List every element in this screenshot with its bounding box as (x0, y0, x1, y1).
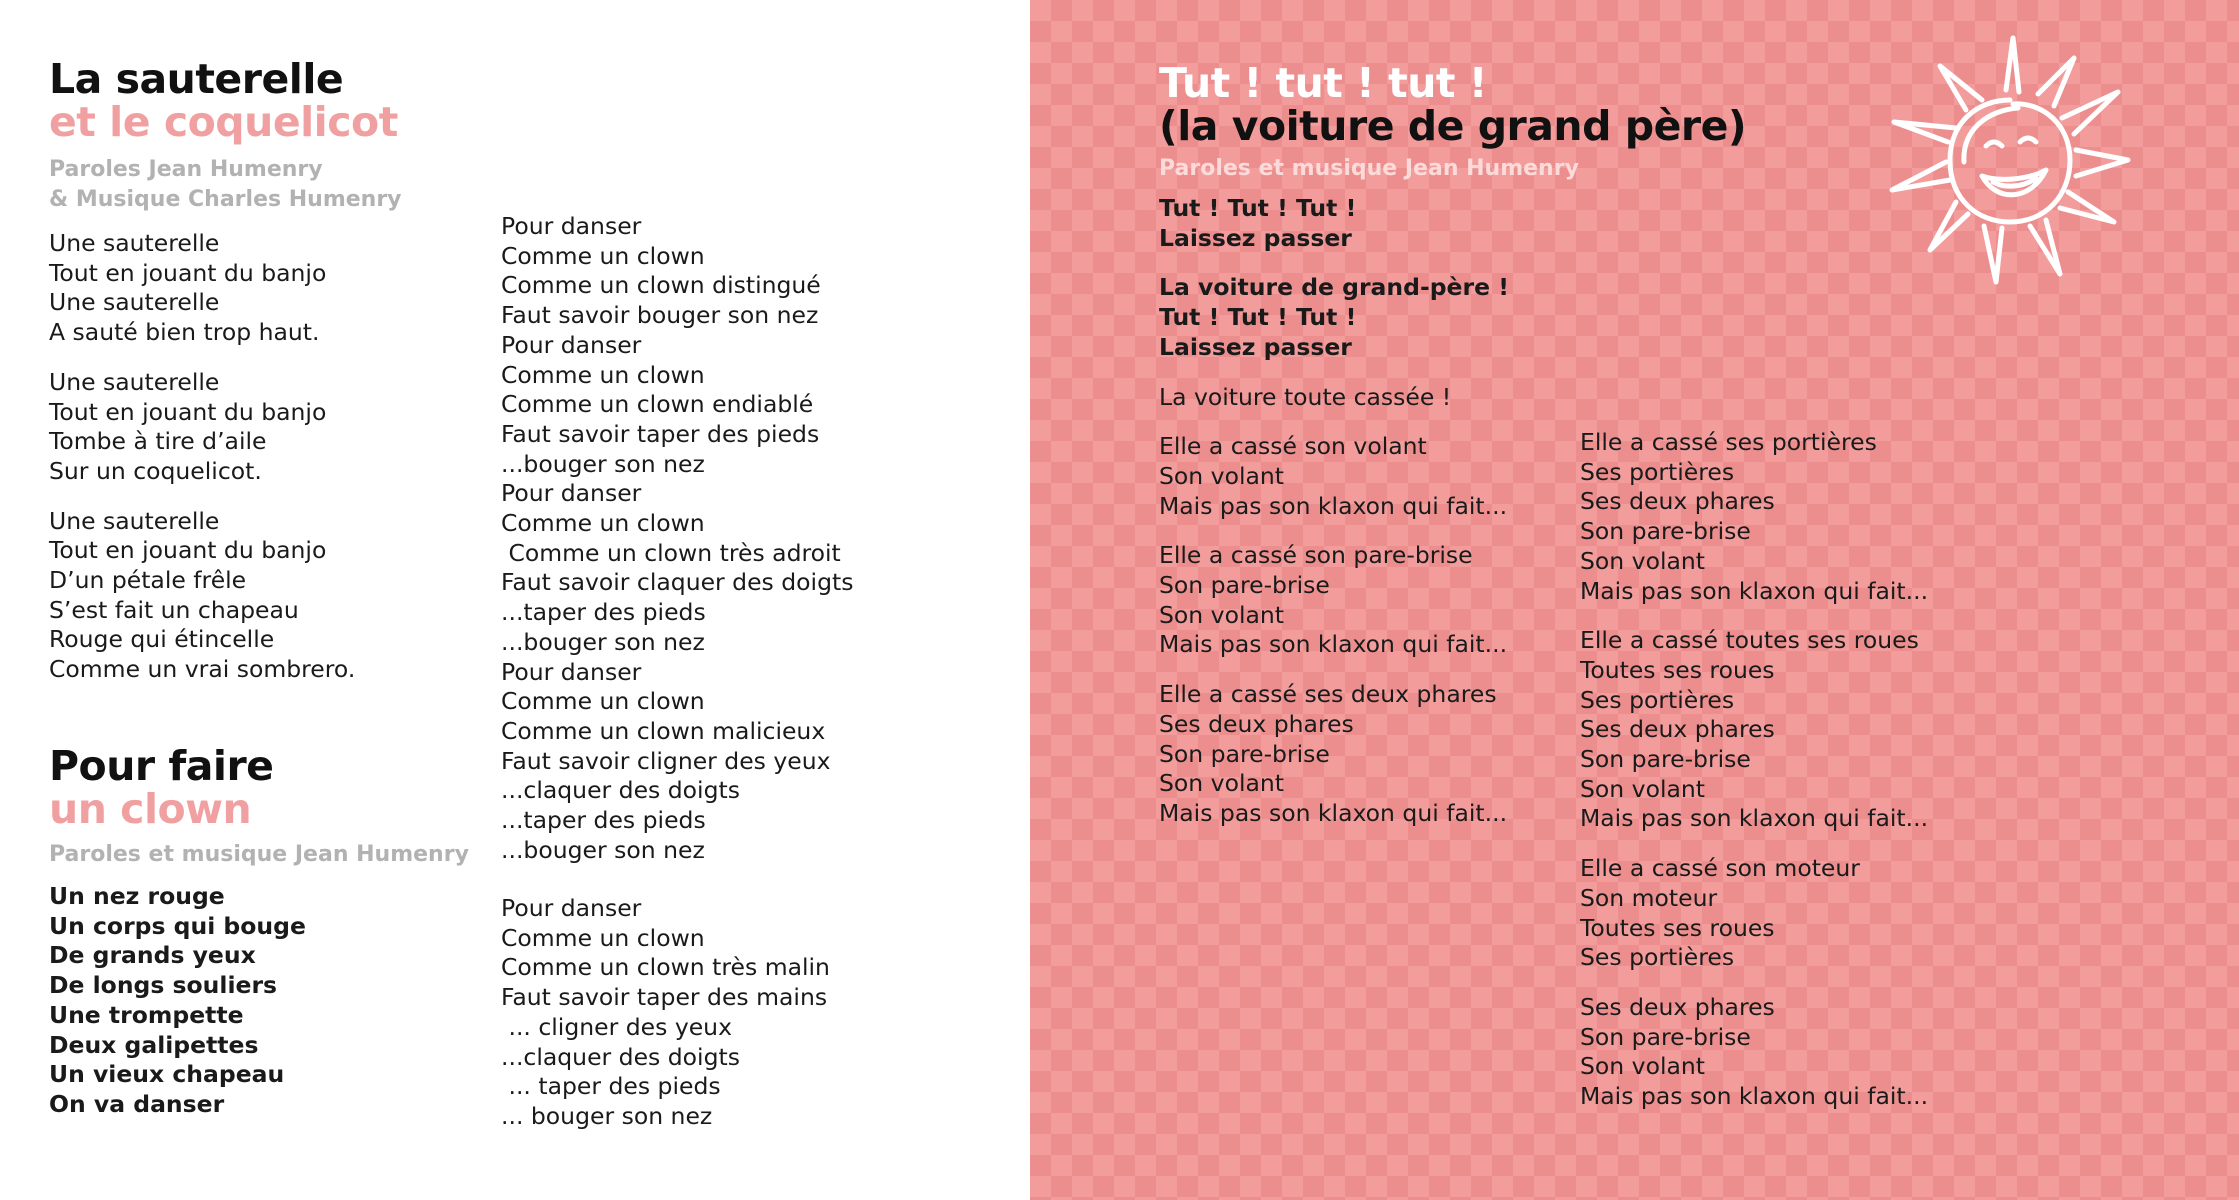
stanza (1580, 428, 1928, 606)
lyrics-column-2 (1580, 428, 1928, 1132)
lyric-line: Tout en jouant du banjo (49, 536, 327, 565)
title-line-1: Pour faire (49, 742, 274, 790)
lyric-line: Son volant (1580, 1052, 1705, 1081)
lyric-line: Ses deux phares (1159, 709, 1354, 738)
lyric-line: Un corps qui bouge (49, 911, 306, 940)
lyric-line: ...bouger son nez (501, 449, 705, 478)
lyric-line: Comme un clown distingué (501, 271, 821, 300)
lyric-line: D’un pétale frêle (49, 566, 247, 595)
song-title (49, 55, 402, 146)
stanza (1159, 383, 1746, 413)
lyrics-column-2 (501, 894, 830, 1132)
lyric-line: On va danser (49, 1089, 225, 1118)
lyric-line: Rouge qui étincelle (49, 625, 275, 654)
lyric-line: Tout en jouant du banjo (49, 258, 327, 287)
stanza (1159, 194, 1746, 253)
lyric-line: Comme un clown (501, 923, 705, 952)
lyric-line: Laissez passer (1159, 223, 1352, 252)
lyric-line: Faut savoir bouger son nez (501, 301, 819, 330)
lyric-line: ... cligner des yeux (501, 1012, 732, 1041)
credit-line-2: & Musique Charles Humenry (49, 187, 402, 212)
lyric-line: Mais pas son klaxon qui fait... (1159, 798, 1508, 827)
lyric-line: Comme un clown très adroit (501, 538, 841, 567)
lyric-line: Une trompette (49, 1000, 244, 1029)
lyric-line: Ses deux phares (1580, 715, 1775, 744)
lyric-line: Comme un clown (501, 360, 705, 389)
song-title (1159, 59, 1747, 150)
lyric-line: De grands yeux (49, 941, 256, 970)
lyric-line: Toutes ses roues (1580, 655, 1775, 684)
lyric-line: Elle a cassé son volant (1159, 432, 1427, 461)
lyric-line: Un nez rouge (49, 882, 225, 910)
lyric-line: Une sauterelle (49, 288, 220, 317)
lyric-line: Son pare-brise (1580, 745, 1751, 774)
lyric-line: Tut ! Tut ! Tut ! (1159, 194, 1357, 222)
lyrics-bold (1159, 194, 1746, 363)
song-title (49, 742, 469, 833)
lyric-line: Mais pas son klaxon qui fait... (1580, 804, 1929, 833)
lyric-line: Mais pas son klaxon qui fait... (1159, 630, 1508, 659)
lyric-line: ... bouger son nez (501, 1101, 713, 1130)
stanza (1580, 854, 1928, 973)
title-line-2: (la voiture de grand père) (1159, 102, 1747, 150)
lyric-line: Faut savoir claquer des doigts (501, 568, 854, 597)
lyric-line: Son volant (1159, 769, 1284, 798)
lyric-line: Ses portières (1580, 685, 1735, 714)
lyric-line: Ses portières (1580, 943, 1735, 972)
lyrics (49, 229, 402, 685)
lyric-line: Pour danser (501, 894, 642, 922)
lyric-line: Une sauterelle (49, 506, 220, 535)
stanza (49, 368, 402, 487)
stanza (1580, 626, 1928, 834)
lyric-line: Un vieux chapeau (49, 1060, 285, 1089)
title-line-1: La sauterelle (49, 55, 344, 103)
lyric-line: Comme un clown (501, 509, 705, 538)
lyric-line: Comme un clown endiablé (501, 390, 814, 419)
lyric-line: La voiture de grand-père ! (1159, 273, 1509, 302)
lyrics-column-1 (501, 212, 853, 865)
lyric-line: ...claquer des doigts (501, 776, 740, 805)
lyric-line: A sauté bien trop haut. (49, 318, 320, 347)
lyric-line: Une sauterelle (49, 229, 220, 257)
lyric-line: Pour danser (501, 212, 642, 240)
lyric-line: Comme un clown (501, 241, 705, 270)
lyric-line: Ses deux phares (1580, 487, 1775, 516)
lyric-line: Faut savoir cligner des yeux (501, 746, 831, 775)
lyric-line: Ses deux phares (1580, 992, 1775, 1021)
lyric-line: Son pare-brise (1159, 571, 1330, 600)
stanza (1159, 273, 1746, 362)
title-line-1: Tut ! tut ! tut ! (1159, 59, 1487, 107)
lyric-line: Elle a cassé ses deux phares (1159, 680, 1497, 709)
lyric-line: Elle a cassé son pare-brise (1159, 541, 1473, 570)
lyric-line: Mais pas son klaxon qui fait... (1159, 491, 1508, 520)
lyric-line: ...bouger son nez (501, 627, 705, 656)
lyric-line: Faut savoir taper des pieds (501, 419, 820, 448)
credit-line-1: Paroles Jean Humenry (49, 157, 323, 182)
lyric-line: Son pare-brise (1580, 517, 1751, 546)
lyric-line: La voiture toute cassée ! (1159, 382, 1452, 411)
lyric-line: Comme un vrai sombrero. (49, 655, 356, 684)
lyric-line: Son pare-brise (1159, 739, 1330, 768)
lyric-line: Faut savoir taper des mains (501, 983, 828, 1012)
lyric-line: Son volant (1159, 461, 1284, 490)
lyric-line: De longs souliers (49, 971, 278, 1000)
lyric-line: Comme un clown malicieux (501, 716, 826, 745)
lyric-line: S’est fait un chapeau (49, 595, 299, 624)
title-line-2: et le coquelicot (49, 98, 398, 146)
lyric-line: Pour danser (501, 330, 642, 359)
lyric-line: Son volant (1159, 600, 1284, 629)
lyric-line: Son moteur (1580, 883, 1718, 912)
lyric-line: ...claquer des doigts (501, 1042, 740, 1071)
lyric-line: Comme un clown (501, 687, 705, 716)
lyric-line: Deux galipettes (49, 1030, 259, 1059)
lyric-line: Tut ! Tut ! Tut ! (1159, 303, 1357, 332)
lyrics-bold (49, 882, 469, 1120)
song-clown (49, 742, 469, 1120)
song-sauterelle (49, 55, 402, 705)
lyric-line: ...taper des pieds (501, 806, 706, 835)
lyric-line: Son pare-brise (1580, 1022, 1751, 1051)
lyric-line: Toutes ses roues (1580, 913, 1775, 942)
lyric-line: Tombe à tire d’aile (49, 427, 267, 456)
stanza (49, 229, 402, 348)
lyric-line: Mais pas son klaxon qui fait... (1580, 1082, 1929, 1111)
lyric-line: ... taper des pieds (501, 1072, 721, 1101)
song-credit: Paroles et musique Jean Humenry (1159, 156, 1579, 181)
sun-illustration (1878, 30, 2138, 290)
lyric-line: ...taper des pieds (501, 598, 706, 627)
lyric-line: Elle a cassé son moteur (1580, 854, 1860, 883)
lyric-line: Laissez passer (1159, 332, 1352, 361)
title-line-2: un clown (49, 785, 252, 833)
lyric-line: Elle a cassé ses portières (1580, 428, 1877, 456)
lyric-line: Comme un clown très malin (501, 953, 830, 982)
song-credit (49, 155, 402, 215)
stanza (1580, 993, 1928, 1112)
lyric-line: Tout en jouant du banjo (49, 397, 327, 426)
lyric-line: Mais pas son klaxon qui fait... (1580, 576, 1929, 605)
stanza (49, 507, 402, 685)
lyric-line: Elle a cassé toutes ses roues (1580, 626, 1919, 655)
lyric-line: Une sauterelle (49, 367, 220, 396)
lyric-line: Pour danser (501, 657, 642, 686)
lyric-line: Son volant (1580, 546, 1705, 575)
song-credit: Paroles et musique Jean Humenry (49, 842, 469, 867)
lyric-line: Ses portières (1580, 457, 1735, 486)
lyric-line: Sur un coquelicot. (49, 456, 262, 485)
lyric-line: Son volant (1580, 774, 1705, 803)
lyric-line: Pour danser (501, 479, 642, 508)
lyric-line: ...bouger son nez (501, 835, 705, 864)
